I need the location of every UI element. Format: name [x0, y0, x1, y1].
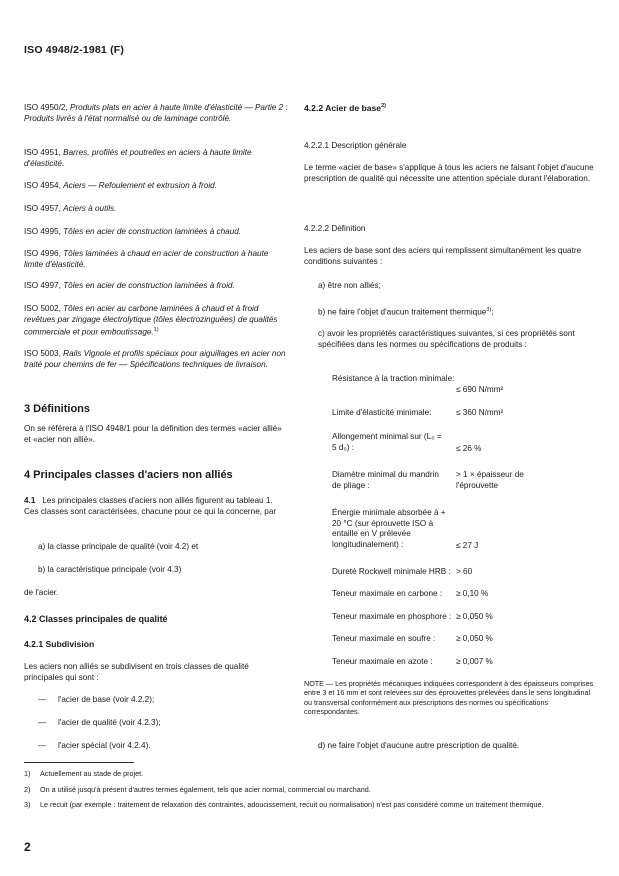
property-value: > 60 [456, 567, 473, 576]
property-label: Énergie minimale absorbée à + 20 °C (sur éprouvette ISO à entaille en V prélevée longitudinalement) : [332, 508, 446, 549]
section-4-2-heading: 4.2 Classes principales de qualité [24, 614, 168, 624]
reference-iso-5003: ISO 5003, Rails Vignole et profils spéciaux pour aiguillages en acier non traité pour chemins de fer — Spécifications techniques de livraison. [24, 349, 286, 369]
property-value: ≥ 0,10 % [456, 589, 489, 598]
condition-a: a) être non alliés; [318, 281, 381, 290]
section-4-2-1-heading: 4.2.1 Subdivision [24, 639, 95, 649]
property-label: Diamètre minimal du mandrin de pliage : [332, 470, 439, 490]
footnote-rule [24, 762, 134, 763]
section-4-1-tail: de l'acier. [24, 588, 59, 597]
section-4-heading: 4 Principales classes d'aciers non alliés [24, 469, 233, 481]
property-value: ≥ 0,050 % [456, 634, 493, 643]
footnote: 3) Le recuit (par exemple : traitement de relaxation des contraintes, adoucissement, recuit ou normalisation) n'est pas considéré comme un traitement thermique. [24, 800, 544, 809]
reference-iso-4996: ISO 4996, Tôles laminées à chaud en acier de construction à haute limite d'élasticité. [24, 249, 269, 269]
property-label: Limite d'élasticité minimale: [332, 408, 432, 417]
property-label: Teneur maximale en azote : [332, 657, 433, 666]
condition-c: c) avoir les propriétés caractéristiques suivantes, si ces propriétés sont spécifiées dans les normes ou spécifications de produits : [318, 329, 575, 349]
section-3-heading: 3 Définitions [24, 403, 91, 415]
property-value: ≤ 27 J [456, 541, 479, 550]
reference-iso-4995: ISO 4995, Tôles en acier de construction laminées à chaud. [24, 227, 242, 236]
page-number: 2 [24, 840, 31, 854]
reference-iso-4951: ISO 4951, Barres, profilés et poutrelles en aciers à haute limite d'élasticité. [24, 148, 252, 168]
quality-class-item: — l'acier de base (voir 4.2.2); [38, 695, 155, 704]
property-value: ≥ 0,050 % [456, 612, 493, 621]
property-label: Dureté Rockwell minimale HRB : [332, 567, 451, 576]
property-label: Allongement minimal sur (L₀ = 5 d₀) : [332, 432, 442, 452]
property-value: ≥ 0,007 % [456, 657, 493, 666]
reference-iso-4954: ISO 4954, Aciers — Refoulement et extrusion à froid. [24, 181, 217, 190]
property-label: Teneur maximale en soufre : [332, 634, 436, 643]
property-label: Teneur maximale en phosphore : [332, 612, 452, 621]
section-4-2-2-1-heading: 4.2.2.1 Description générale [304, 141, 407, 150]
properties-note: NOTE — Les propriétés mécaniques indiquées correspondent à des épaisseurs comprises entre 3 et 16 mm et sont relevées sur des éprouvettes prélevées dans le sens longitudinal ou transversal conformément aux prescriptions des normes ou spécifications correspondantes. [304, 679, 594, 717]
item-b: b) la caractéristique principale (voir 4.3) [38, 565, 182, 574]
item-a: a) la classe principale de qualité (voir 4.2) et [38, 542, 199, 551]
property-value: ≤ 690 N/mm² [456, 385, 504, 394]
section-3-text: On se référera à l'ISO 4948/1 pour la définition des termes «acier allié» et «acier non allié». [24, 424, 282, 444]
footnote: 1) Actuellement au stade de projet. [24, 769, 144, 778]
section-4-2-2-2-text: Les aciers de base sont des aciers qui remplissent simultanément les quatre conditions suivantes : [304, 246, 582, 266]
property-value: ≤ 360 N/mm² [456, 408, 504, 417]
properties-list [304, 374, 604, 674]
reference-iso-4997: ISO 4997, Tôles en acier de construction laminées à froid. [24, 281, 235, 290]
condition-d: d) ne faire l'objet d'aucune autre prescription de qualité. [318, 741, 520, 750]
section-4-2-2-2-heading: 4.2.2.2 Définition [304, 224, 366, 233]
section-4-2-1-text: Les aciers non alliés se subdivisent en trois classes de qualité principales qui sont : [24, 662, 249, 682]
property-value: ≤ 26 % [456, 444, 482, 453]
section-4-2-2-1-text: Le terme «acier de base» s'applique à tous les aciers ne faisant l'objet d'aucune prescription de qualité qui nécessite une attention spéciale durant l'élaboration. [304, 163, 594, 183]
property-label: Résistance à la traction minimale: [332, 374, 455, 383]
document-id: ISO 4948/2-1981 (F) [24, 44, 125, 56]
quality-class-item: — l'acier de qualité (voir 4.2.3); [38, 718, 161, 727]
property-label: Teneur maximale en carbone : [332, 589, 443, 598]
reference-iso-4957: ISO 4957, Aciers à outils. [24, 204, 117, 213]
section-4-1-text: 4.1 Les principales classes d'aciers non alliés figurent au tableau 1. Ces classes sont caractérisées, chacune pour ce qui la concerne, par [24, 496, 277, 516]
section-4-2-2-heading: 4.2.2 Acier de base$^{2)}$ [304, 103, 386, 113]
property-value: > 1 × épaisseur de l'éprouvette [456, 470, 524, 490]
footnote: 2) On a utilisé jusqu'à présent d'autres termes également, tels que acier normal, commercial ou marchand. [24, 785, 371, 794]
quality-class-item: — l'acier spécial (voir 4.2.4). [38, 741, 151, 750]
reference-iso-4950-2: ISO 4950/2, Produits plats en acier à haute limite d'élasticité — Partie 2 : Produits livrés à l'état normalisé ou de laminage contrôlé. [24, 103, 288, 123]
reference-iso-5002: ISO 5002, Tôles en acier au carbone laminées à chaud et à froid revêtues par zingage électrolytique (tôles électrozinguées) de qualités commerciale et pour emboutissage.$^{1)}$ [24, 304, 278, 337]
condition-b: b) ne faire l'objet d'aucun traitement thermique$^{3)}$; [318, 307, 494, 317]
